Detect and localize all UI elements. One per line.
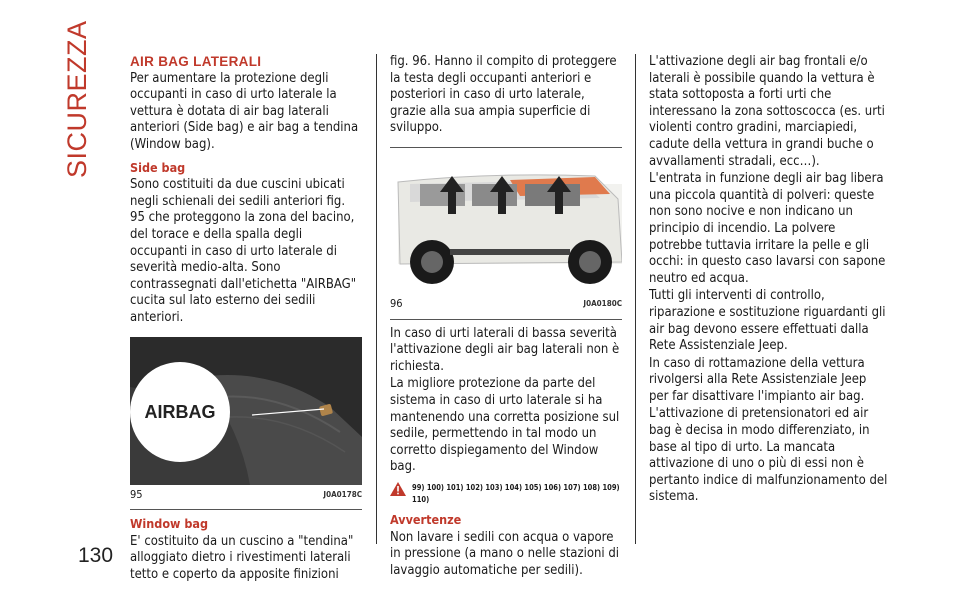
figure-96 <box>390 147 622 320</box>
figure-caption <box>390 296 622 320</box>
intro-paragraph: Per aumentare la protezione degli occupanti in caso di urto laterale la vettura è dotata di air bag laterali anteriori (Side bag) e air bag a tendina (Window bag). <box>130 70 359 152</box>
continuation-paragraph: fig. 96. Hanno il compito di proteggere la testa degli occupanti anteriori e posteriori in caso di urto laterale, grazie alla sua ampia superficie di sviluppo. <box>390 54 617 136</box>
airbag-label: AIRBAG <box>144 401 216 422</box>
paragraph: In caso di rottamazione della vettura rivolgersi alla Rete Assistenziale Jeep per far disattivare l'impianto air bag. <box>649 355 867 404</box>
warning-references <box>390 482 622 506</box>
note-paragraph: Non lavare i sedili con acqua o vapore in pressione (a mano o nelle stazioni di lavaggio automatiche per sedili). <box>390 529 620 578</box>
section-title: SICUREZZA <box>62 20 92 178</box>
column-2 <box>390 54 622 580</box>
paragraph: In caso di urti laterali di bassa severità l'attivazione degli air bag laterali non è richiesta. <box>390 325 620 374</box>
page-number: 130 <box>78 544 114 567</box>
side-bag-paragraph: Sono costituiti da due cuscini ubicati negli schienali dei sedili anteriori fig. 95 che proteggono la zona del bacino, del torace e della spalla degli occupanti in caso di urto laterale di severità medio-alta. Sono contrassegnati dall'etichetta "AIRBAG" cucita sul lato esterno dei sedili anteriori. <box>130 177 357 325</box>
window-bag-paragraph: E' costituito da un cuscino a "tendina" alloggiato dietro i rivestimenti laterali tetto e coperto da apposite finizioni <box>130 533 354 582</box>
seat-airbag-photo <box>130 337 362 485</box>
side-bag-heading: Side bag <box>130 159 186 175</box>
figure-caption <box>130 487 362 511</box>
figure-number: 96 <box>390 296 403 310</box>
figure-number: 95 <box>130 487 143 501</box>
column-3 <box>649 54 889 507</box>
window-bag-car-image <box>390 154 622 294</box>
section-heading: AIR BAG LATERALI <box>130 54 262 69</box>
column-1 <box>130 54 362 584</box>
figure-code: J0A0178C <box>323 489 362 499</box>
paragraph: L'attivazione di pretensionatori ed air bag è decisa in modo differenziato, in base al tipo di urto. La mancata attivazione di uno o più di essi non è pertanto indice di malfunzionamento del sistema. <box>649 406 888 505</box>
column-divider <box>376 54 377 544</box>
column-divider <box>635 54 636 544</box>
warning-triangle-icon <box>390 482 406 496</box>
paragraph: Tutti gli interventi di controllo, riparazione e sostituzione riguardanti gli air bag devono essere effettuati dalla Rete Assistenziale Jeep. <box>649 288 886 354</box>
paragraph: L'attivazione degli air bag frontali e/o laterali è possibile quando la vettura è stata sottoposta a forti urti che interessano la zona sottoscocca (es. urti violenti contro gradini, marciapiedi, cadute della vettura in grandi buche o avvallamenti stradali, ecc…). <box>649 54 885 169</box>
window-bag-heading: Window bag <box>130 516 209 532</box>
warning-refs-text: 99) 100) 101) 102) 103) 104) 105) 106) 107) 108) 109) 110) <box>412 482 620 504</box>
figure-95 <box>130 337 362 511</box>
paragraph: La migliore protezione da parte del sistema in caso di urto laterale si ha mantenendo una corretta posizione sul sedile, permettendo in tal modo un corretto dispiegamento del Window bag. <box>390 376 620 475</box>
note-heading: Avvertenze <box>390 511 462 527</box>
paragraph: L'entrata in funzione degli air bag libera una piccola quantità di polveri: queste non sono nocive e non indicano un principio di incendio. La polvere potrebbe tuttavia irritare la pelle e gli occhi: in questo caso lavarsi con sapone neutro ed acqua. <box>649 171 886 286</box>
figure-code: J0A0180C <box>583 298 622 308</box>
